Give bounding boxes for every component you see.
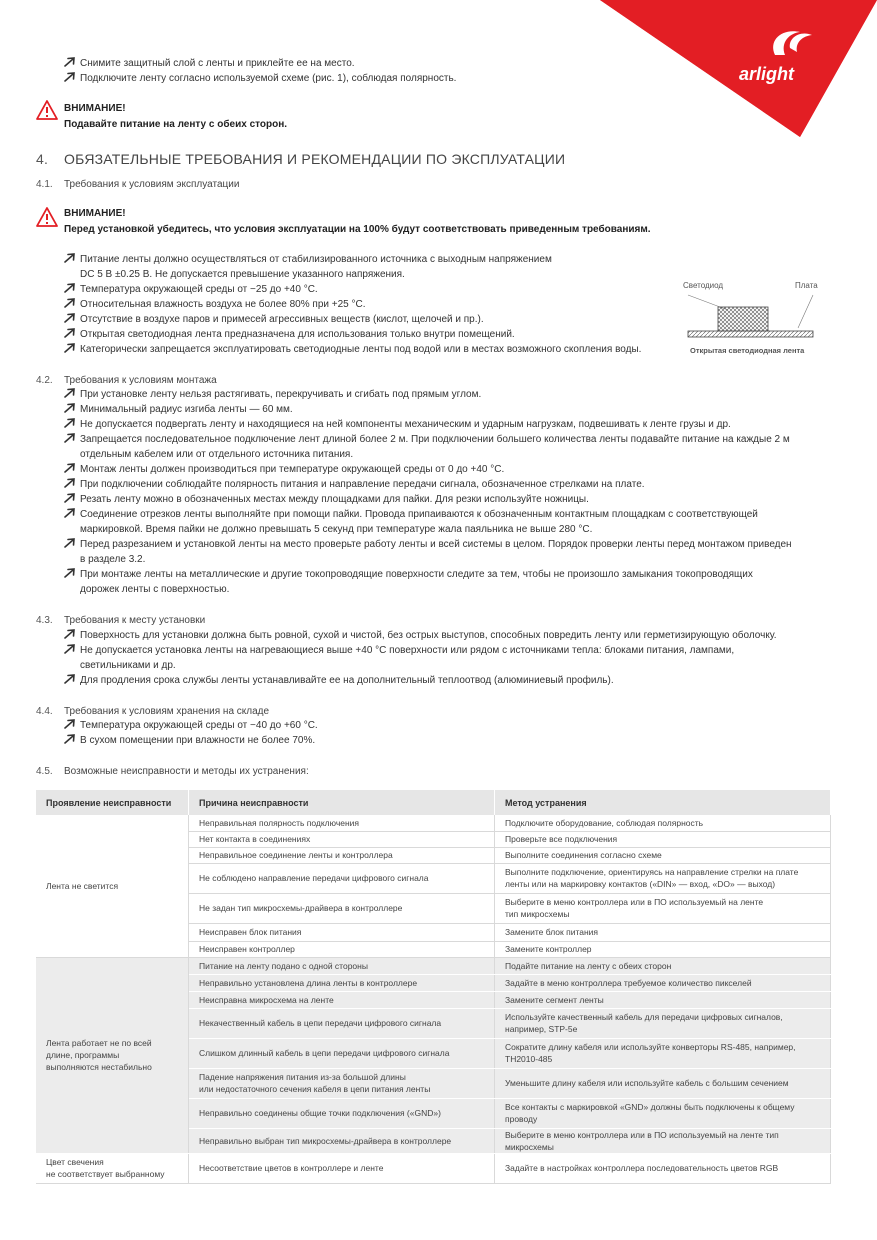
troubleshooting-table [36,790,831,1184]
table-row [36,957,831,974]
remedy-cell: Выберите в меню контроллера или в ПО используемый на ленте тип микросхемы [495,893,831,923]
bullet-item [64,298,366,312]
table-header: Метод устранения [495,790,831,815]
warning-icon [36,100,58,120]
cause-cell: Неисправна микросхема на ленте [189,991,495,1008]
bullet-text: Открытая светодиодная лента предназначена для использования только внутри помещений. [80,329,515,340]
cause-cell: Неправильно выбран тип микросхемы-драйвера в контроллере [189,1128,495,1153]
arrow-bullet-icon [64,493,76,503]
arrow-bullet-icon [64,719,76,729]
remedy-cell: Выполните соединения согласно схеме [495,847,831,863]
section-title: ОБЯЗАТЕЛЬНЫЕ ТРЕБОВАНИЯ И РЕКОМЕНДАЦИИ ПО ЭКСПЛУАТАЦИИ [64,151,566,167]
bullet-text: Температура окружающей среды от −40 до +60 °C. [80,720,318,731]
arrow-bullet-icon [64,343,76,353]
illustration-caption: Открытая светодиодная лента [690,346,805,355]
bullet-text: Температура окружающей среды от −25 до +40 °C. [80,284,318,295]
bullet-text: При установке ленту нельзя растягивать, перекручивать и сгибать под прямым углом. [80,389,482,400]
bullet-item [64,57,355,71]
arrow-bullet-icon [64,478,76,488]
cause-cell: Не задан тип микросхемы-драйвера в контроллере [189,893,495,923]
cause-cell: Неправильная полярность подключения [189,815,495,831]
cause-cell: Неисправен блок питания [189,923,495,941]
cause-cell: Нет контакта в соединениях [189,831,495,847]
bullet-text: маркировкой. Время пайки не должно превышать 5 секунд при температуре жала паяльника не выше 280 °C. [80,524,593,535]
remedy-cell: Все контакты с маркировкой «GND» должны быть подключены к общему проводу [495,1098,831,1128]
cause-cell: Неправильно соединены общие точки подключения («GND») [189,1098,495,1128]
bullet-text: При монтаже ленты на металлические и другие токопроводящие поверхности следите за тем, чтобы не произошло замыкания токопроводящих [80,569,753,580]
bullet-text: При подключении соблюдайте полярность питания и направление передачи сигнала, обозначенное стрелками на плате. [80,479,645,490]
remedy-cell: Подайте питание на ленту с обеих сторон [495,957,831,974]
arrow-bullet-icon [64,388,76,398]
bullet-text: Не допускается установка ленты на нагревающиеся выше +40 °C поверхности или рядом с источниками тепла: блоками питания, лампами, [80,645,735,656]
arrow-bullet-icon [64,463,76,473]
bullet-continuation [80,268,405,282]
cause-cell: Слишком длинный кабель в цепи передачи цифрового сигнала [189,1038,495,1068]
bullet-continuation [80,553,145,567]
bullet-item [64,72,456,86]
arrow-bullet-icon [64,538,76,548]
logo-text: arlight [739,64,795,84]
symptom-cell: Цвет свечения не соответствует выбранному [36,1153,189,1183]
bullet-text: Поверхность для установки должна быть ровной, сухой и чистой, без острых выступов, способных повредить ленту или герметизирующую оболочку. [80,630,777,641]
bullet-text: Перед разрезанием и установкой ленты на место проверьте работу ленты и всей системы в целом. Порядок проверки ленты перед монтажом приведен [80,539,792,550]
cause-cell: Питание на ленту подано с одной стороны [189,957,495,974]
remedy-cell: Выберите в меню контроллера или в ПО используемый на ленте тип микросхемы [495,1128,831,1153]
bullet-text: Для продления срока службы ленты устанавливайте ее на дополнительный теплоотвод (алюминиевый профиль). [80,675,614,686]
remedy-cell: Проверьте все подключения [495,831,831,847]
table-row [36,1153,831,1183]
bullet-item [64,418,731,432]
subsection-title: Требования к месту установки [64,615,206,626]
remedy-cell: Уменьшите длину кабеля или используйте кабель с большим сечением [495,1068,831,1098]
remedy-cell: Используйте качественный кабель для передачи цифровых сигналов, например, STP-5e [495,1008,831,1038]
label-board: Плата [795,281,818,290]
bullet-text: дорожек ленты с поверхностью. [80,584,230,595]
brand-logo [600,0,877,140]
bullet-text: Соединение отрезков ленты выполняйте при помощи пайки. Провода припаиваются к обозначенным контактным площадкам с соответствующей [80,509,758,520]
warning-title: ВНИМАНИЕ! [64,208,126,219]
bullet-continuation [80,659,176,673]
cause-cell: Неисправен контроллер [189,941,495,957]
bullet-item [64,568,753,582]
cause-cell: Падение напряжения питания из-за большой длины или недостаточного сечения кабеля в цепи питания ленты [189,1068,495,1098]
arrow-bullet-icon [64,433,76,443]
bullet-text: Отсутствие в воздухе паров и примесей агрессивных веществ (кислот, щелочей и пр.). [80,314,484,325]
cause-cell: Некачественный кабель в цепи передачи цифрового сигнала [189,1008,495,1038]
bullet-text: Снимите защитный слой с ленты и приклейте ее на место. [80,58,355,69]
remedy-cell: Замените блок питания [495,923,831,941]
arrow-bullet-icon [64,328,76,338]
arrow-bullet-icon [64,568,76,578]
subsection-number: 4.5. [36,766,53,777]
bullet-text: Резать ленту можно в обозначенных местах между площадками для пайки. Для резки используйте ножницы. [80,494,589,505]
cause-cell: Не соблюдено направление передачи цифрового сигнала [189,863,495,893]
subsection-number: 4.1. [36,179,53,190]
bullet-text: Монтаж ленты должен производиться при температуре окружающей среды от 0 до +40 °C. [80,464,505,475]
arrow-bullet-icon [64,734,76,744]
arrow-bullet-icon [64,57,76,67]
bullet-item [64,388,481,402]
bullet-item [64,328,515,342]
bullet-text: Относительная влажность воздуха не более 80% при +25 °C. [80,299,366,310]
bullet-continuation [80,583,229,597]
bullet-continuation [80,523,592,537]
remedy-cell: Задайте в меню контроллера требуемое количество пикселей [495,974,831,991]
bullet-item [64,313,484,327]
bullet-item [64,403,293,417]
arrow-bullet-icon [64,283,76,293]
table-header: Причина неисправности [189,790,495,815]
bullet-continuation [80,448,353,462]
bullet-text: Подключите ленту согласно используемой схеме (рис. 1), соблюдая полярность. [80,73,457,84]
remedy-cell: Замените сегмент ленты [495,991,831,1008]
bullet-item [64,674,614,688]
bullet-item [64,719,318,733]
subsection-title: Требования к условиям эксплуатации [64,179,240,190]
bullet-item [64,343,641,357]
arrow-bullet-icon [64,403,76,413]
bullet-text: Категорически запрещается эксплуатировать светодиодные ленты под водой или в местах возможного скопления воды. [80,344,642,355]
cause-cell: Несоответствие цветов в контроллере и ленте [189,1153,495,1183]
warning-text: Подавайте питание на ленту с обеих сторон. [64,119,288,130]
bullet-item [64,629,777,643]
symptom-cell: Лента не светится [36,815,189,957]
subsection-title: Возможные неисправности и методы их устранения: [64,766,309,777]
bullet-text: Минимальный радиус изгиба ленты — 60 мм. [80,404,293,415]
cause-cell: Неправильно установлена длина ленты в контроллере [189,974,495,991]
bullet-item [64,463,504,477]
bullet-item [64,538,792,552]
symptom-cell: Лента работает не по всей длине, программы выполняются нестабильно [36,957,189,1153]
remedy-cell: Подключите оборудование, соблюдая полярность [495,815,831,831]
arrow-bullet-icon [64,253,76,263]
bullet-text: Запрещается последовательное подключение лент длиной более 2 м. При подключении большего количества ленты подавайте питание на каждые 2 м [80,434,790,445]
warning-icon [36,207,58,227]
subsection-number: 4.2. [36,375,53,386]
subsection-number: 4.3. [36,615,53,626]
bullet-text: в разделе 3.2. [80,554,146,565]
table-row [36,815,831,831]
section-number: 4. [36,151,49,167]
arrow-bullet-icon [64,418,76,428]
remedy-cell: Задайте в настройках контроллера последовательность цветов RGB [495,1153,831,1183]
bullet-text: отдельным кабелем или от отдельного источника питания. [80,449,354,460]
arrow-bullet-icon [64,313,76,323]
bullet-text: Питание ленты должно осуществляться от стабилизированного источника с выходным напряжением [80,254,552,265]
bullet-item [64,253,552,267]
remedy-cell: Замените контроллер [495,941,831,957]
arrow-bullet-icon [64,508,76,518]
bullet-item [64,283,318,297]
bullet-text: Не допускается подвергать ленту и находящиеся на ней компоненты механическим и ударным нагрузкам, подвешивать к ленте грузы и др. [80,419,731,430]
arrow-bullet-icon [64,72,76,82]
bullet-item [64,478,645,492]
subsection-number: 4.4. [36,706,53,717]
remedy-cell: Выполните подключение, ориентируясь на направление стрелки на плате ленты или на маркировку контактов («DIN» — вход, «DO» — выход) [495,863,831,893]
bullet-item [64,433,790,447]
bullet-item [64,508,758,522]
cause-cell: Неправильное соединение ленты и контроллера [189,847,495,863]
subsection-title: Требования к условиям хранения на складе [64,706,270,717]
arrow-bullet-icon [64,629,76,639]
subsection-title: Требования к условиям монтажа [64,375,217,386]
led-strip-drawing [683,290,823,345]
bullet-text: DC 5 В ±0.25 В. Не допускается превышение указанного напряжения. [80,269,405,280]
remedy-cell: Сократите длину кабеля или используйте конверторы RS-485, например, TH2010-485 [495,1038,831,1068]
bullet-item [64,734,315,748]
table-header: Проявление неисправности [36,790,189,815]
bullet-item [64,644,734,658]
bullet-text: светильниками и др. [80,660,176,671]
arrow-bullet-icon [64,644,76,654]
arrow-bullet-icon [64,298,76,308]
label-led: Светодиод [683,281,724,290]
warning-title: ВНИМАНИЕ! [64,103,126,114]
bullet-item [64,493,589,507]
bullet-text: В сухом помещении при влажности не более 70%. [80,735,316,746]
warning-text: Перед установкой убедитесь, что условия эксплуатации на 100% будут соответствовать приведенным требованиям. [64,224,651,235]
arrow-bullet-icon [64,674,76,684]
